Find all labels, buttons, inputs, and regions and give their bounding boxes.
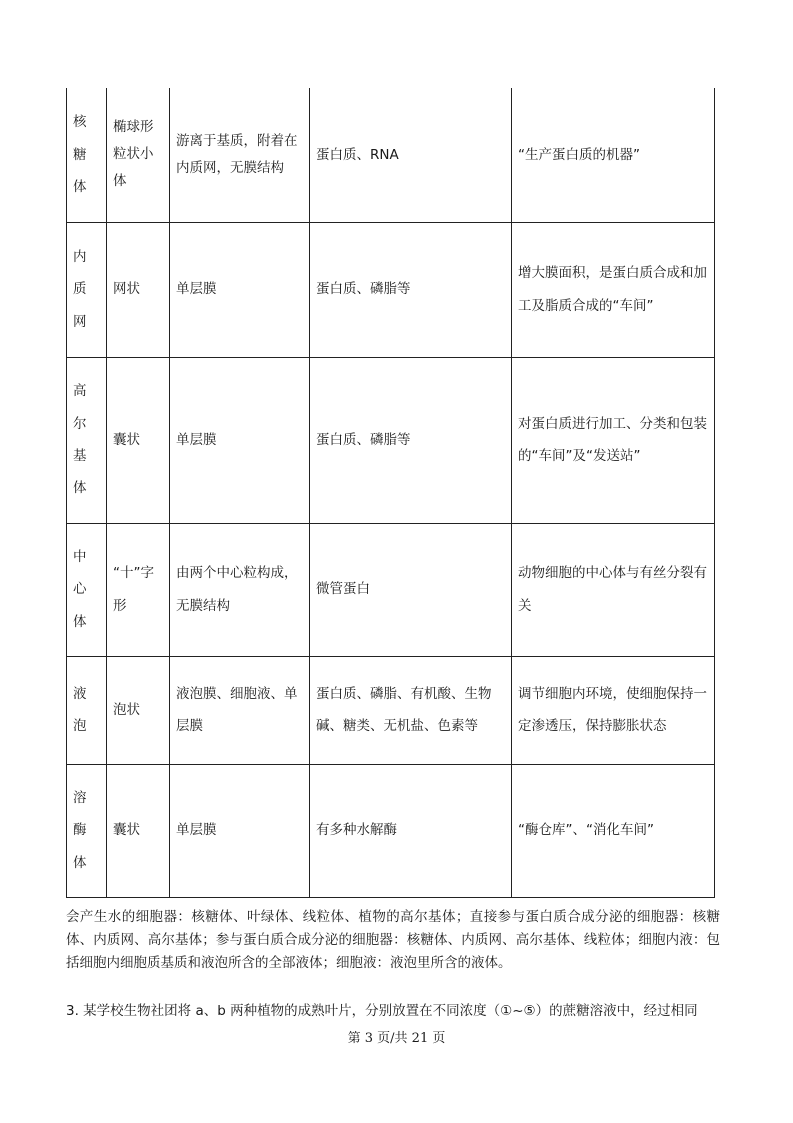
composition-cell: 蛋白质、RNA bbox=[310, 88, 512, 222]
page-footer: 第 3 页/共 21 页 bbox=[347, 1031, 446, 1046]
composition-cell: 微管蛋白 bbox=[310, 523, 512, 656]
composition-cell: 有多种水解酶 bbox=[310, 764, 512, 897]
organelle-name-cell: 中 心 体 bbox=[67, 523, 107, 656]
table-row bbox=[67, 88, 715, 222]
table-row bbox=[67, 222, 715, 357]
location-cell: 单层膜 bbox=[170, 222, 310, 357]
function-cell: “酶仓库”、“消化车间” bbox=[512, 764, 715, 897]
summary-notes: 会产生水的细胞器：核糖体、叶绿体、线粒体、植物的高尔基体；直接参与蛋白质合成分泌的细胞器：核糖体、内质网、高尔基体；参与蛋白质合成分泌的细胞器：核糖体、内质网、高尔基体、线粒体；细胞内液：包括细胞内细胞质基质和液泡所含的全部液体；细胞液：液泡里所含的液体。 bbox=[66, 909, 720, 971]
table-row bbox=[67, 656, 715, 764]
question-3: 3. 某学校生物社团将 a、b 两种植物的成熟叶片，分别放置在不同浓度（①~⑤）的蔗糖溶液中，经过相同 bbox=[66, 1003, 698, 1019]
function-cell: 对蛋白质进行加工、分类和包装的“车间”及“发送站” bbox=[512, 357, 715, 523]
composition-cell: 蛋白质、磷脂、有机酸、生物碱、糖类、无机盐、色素等 bbox=[310, 656, 512, 764]
function-cell: “生产蛋白质的机器” bbox=[512, 88, 715, 222]
shape-cell: “十”字形 bbox=[107, 523, 170, 656]
table-row bbox=[67, 357, 715, 523]
location-cell: 游离于基质，附着在内质网，无膜结构 bbox=[170, 88, 310, 222]
shape-cell: 泡状 bbox=[107, 656, 170, 764]
shape-cell: 囊状 bbox=[107, 764, 170, 897]
location-cell: 液泡膜、细胞液、单层膜 bbox=[170, 656, 310, 764]
organelle-name-cell: 液 泡 bbox=[67, 656, 107, 764]
organelle-name-cell: 内 质 网 bbox=[67, 222, 107, 357]
shape-cell: 椭球形粒状小体 bbox=[107, 88, 170, 222]
function-cell: 调节细胞内环境，使细胞保持一定渗透压，保持膨胀状态 bbox=[512, 656, 715, 764]
location-cell: 由两个中心粒构成，无膜结构 bbox=[170, 523, 310, 656]
location-cell: 单层膜 bbox=[170, 764, 310, 897]
organelle-name-cell: 高 尔 基 体 bbox=[67, 357, 107, 523]
table-row bbox=[67, 523, 715, 656]
location-cell: 单层膜 bbox=[170, 357, 310, 523]
shape-cell: 网状 bbox=[107, 222, 170, 357]
shape-cell: 囊状 bbox=[107, 357, 170, 523]
function-cell: 增大膜面积，是蛋白质合成和加工及脂质合成的“车间” bbox=[512, 222, 715, 357]
composition-cell: 蛋白质、磷脂等 bbox=[310, 222, 512, 357]
function-cell: 动物细胞的中心体与有丝分裂有关 bbox=[512, 523, 715, 656]
composition-cell: 蛋白质、磷脂等 bbox=[310, 357, 512, 523]
organelle-name-cell: 溶 酶 体 bbox=[67, 764, 107, 897]
table-row bbox=[67, 764, 715, 897]
organelle-name-cell: 核 糖 体 bbox=[67, 88, 107, 222]
organelle-table bbox=[66, 88, 715, 898]
